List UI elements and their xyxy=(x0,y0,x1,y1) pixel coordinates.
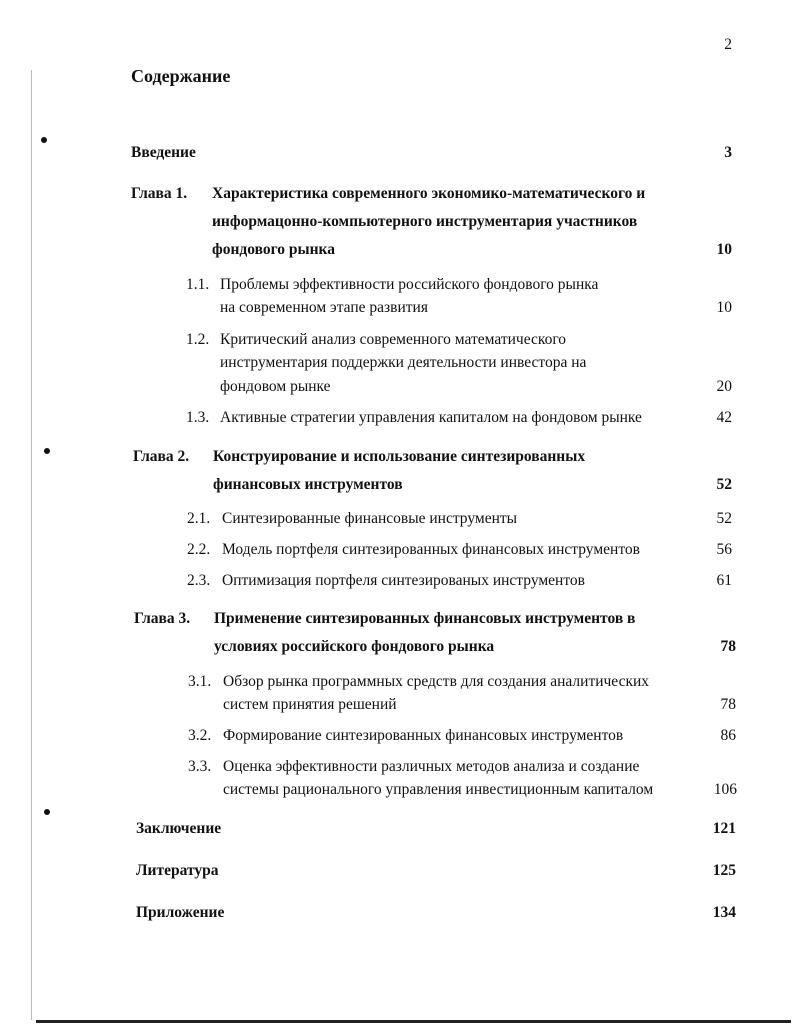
toc-intro-page: 3 xyxy=(724,144,732,161)
chapter-2-title-line: финансовых инструментов xyxy=(213,476,403,493)
section-1-2-title-line: Критический анализ современного математического xyxy=(220,331,567,348)
section-1-3-page: 42 xyxy=(716,409,732,426)
toc-intro-label: Введение xyxy=(131,144,196,161)
chapter-1-title-line: Характеристика современного экономико-математического и xyxy=(212,185,646,202)
section-2-1-page: 52 xyxy=(716,510,732,527)
chapter-2-title-line: Конструирование и использование синтезированных xyxy=(213,448,586,465)
section-1-1-number: 1.1. xyxy=(186,276,210,293)
section-2-1-number: 2.1. xyxy=(187,510,211,527)
section-2-1-title-line: Синтезированные финансовые инструменты xyxy=(222,510,518,527)
section-3-3-title-line: Оценка эффективности различных методов анализа и создание xyxy=(223,758,640,775)
section-3-2-title-line: Формирование синтезированных финансовых инструментов xyxy=(223,727,624,744)
section-1-2-number: 1.2. xyxy=(186,331,210,348)
section-1-1-title-line: Проблемы эффективности российского фондового рынка xyxy=(220,276,599,293)
section-1-1-page: 10 xyxy=(716,299,732,316)
section-2-3-title-line: Оптимизация портфеля синтезированых инструментов xyxy=(222,572,585,589)
chapter-1-title-line: информацонно-компьютерного инструментария участников xyxy=(212,213,638,230)
chapter-1-page: 10 xyxy=(716,241,732,258)
section-2-2-page: 56 xyxy=(716,541,732,558)
toc-appendix-page: 134 xyxy=(712,904,736,921)
binding-hole-mark xyxy=(44,809,50,815)
toc-appendix-label: Приложение xyxy=(136,904,225,921)
section-3-1-number: 3.1. xyxy=(188,673,212,690)
section-1-2-page: 20 xyxy=(716,378,732,395)
section-1-2-title-line: инструментария поддержки деятельности инвестора на xyxy=(220,354,587,371)
section-1-1-title-line: на современном этапе развития xyxy=(220,299,428,316)
section-3-1-title-line: систем принятия решений xyxy=(223,696,397,713)
section-2-2-title-line: Модель портфеля синтезированных финансовых инструментов xyxy=(222,541,640,558)
chapter-2-number: Глава 2. xyxy=(133,448,190,465)
section-3-2-number: 3.2. xyxy=(188,727,212,744)
section-3-3-page: 106 xyxy=(713,781,737,798)
chapter-1-title-line: фондового рынка xyxy=(212,241,336,258)
chapter-3-title-line: Применение синтезированных финансовых инструментов в xyxy=(214,610,636,627)
toc-title: Содержание xyxy=(131,66,231,86)
toc-literature-page: 125 xyxy=(712,862,736,879)
section-2-3-number: 2.3. xyxy=(187,572,211,589)
chapter-3-number: Глава 3. xyxy=(134,610,191,627)
toc-literature-label: Литература xyxy=(136,862,219,879)
section-3-2-page: 86 xyxy=(720,727,736,744)
chapter-3-title-line: условиях российского фондового рынка xyxy=(214,638,495,655)
scan-edge-bottom xyxy=(36,1020,791,1023)
section-3-3-number: 3.3. xyxy=(188,758,212,775)
binding-hole-mark xyxy=(41,137,47,143)
page-number: 2 xyxy=(724,36,732,53)
section-3-1-title-line: Обзор рынка программных средств для создания аналитических xyxy=(223,673,650,690)
section-2-2-number: 2.2. xyxy=(187,541,211,558)
chapter-2-page: 52 xyxy=(716,476,732,493)
scan-edge-left xyxy=(31,70,32,1020)
section-1-3-number: 1.3. xyxy=(186,409,210,426)
section-1-3-title-line: Активные стратегии управления капиталом на фондовом рынке xyxy=(220,409,642,426)
chapter-3-page: 78 xyxy=(720,638,736,655)
section-1-2-title-line: фондовом рынке xyxy=(220,378,331,395)
binding-hole-mark xyxy=(44,448,50,454)
toc-conclusion-label: Заключение xyxy=(136,820,222,837)
chapter-1-number: Глава 1. xyxy=(131,185,188,202)
toc-conclusion-page: 121 xyxy=(712,820,736,837)
section-3-3-title-line: системы рационального управления инвестиционным капиталом xyxy=(223,781,654,798)
section-2-3-page: 61 xyxy=(716,572,732,589)
section-3-1-page: 78 xyxy=(720,696,736,713)
